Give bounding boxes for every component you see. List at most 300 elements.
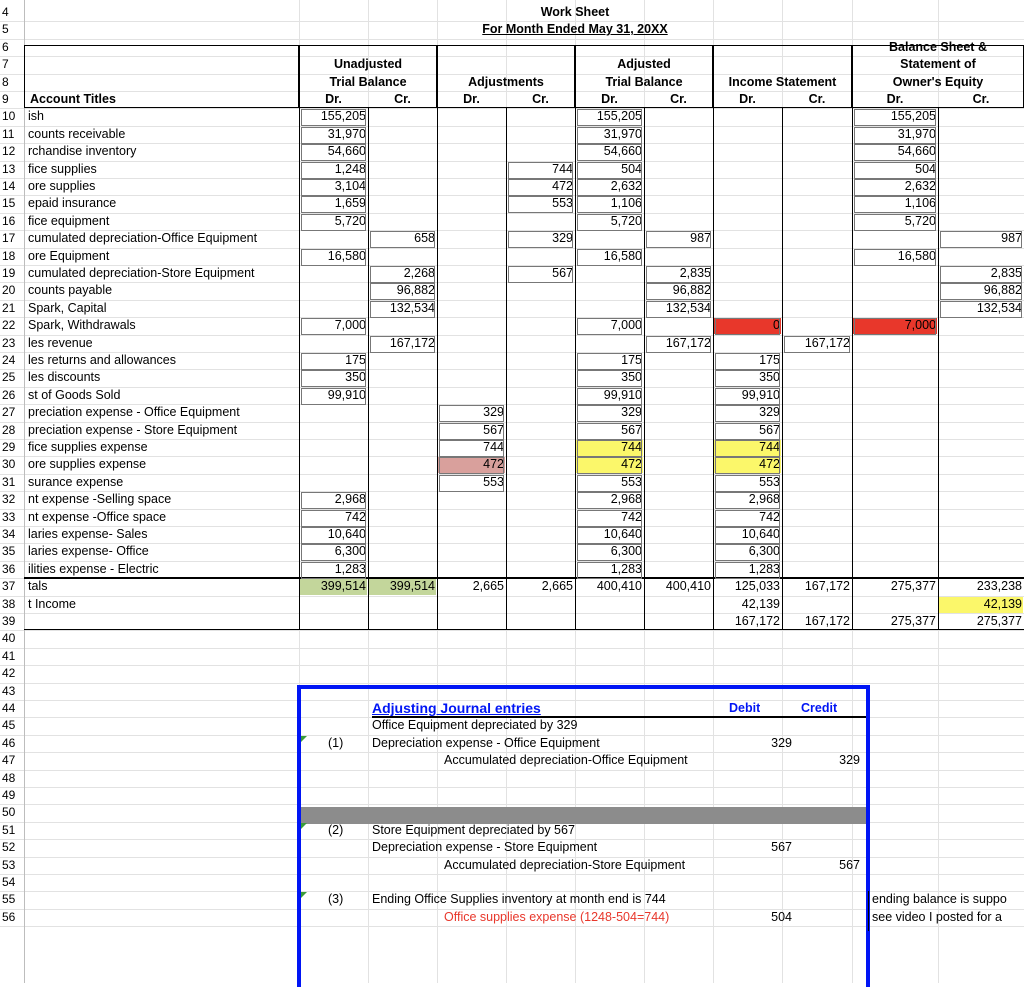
value-cell-border — [370, 266, 435, 283]
journal-entry-text[interactable]: Depreciation expense - Store Equipment — [372, 840, 598, 855]
balance-sheet-header: Balance Sheet & — [889, 39, 987, 54]
value-cell[interactable]: 167,172 — [804, 579, 850, 594]
cr-header: Cr. — [670, 92, 687, 106]
account-title-cell[interactable]: nt expense -Selling space — [28, 492, 172, 507]
account-title-cell[interactable]: cumulated depreciation-Office Equipment — [28, 231, 258, 246]
value-cell-border — [854, 249, 936, 266]
account-title-cell[interactable]: les returns and allowances — [28, 353, 176, 367]
row-number[interactable]: 35 — [2, 544, 16, 559]
row-number[interactable]: 18 — [2, 248, 16, 263]
value-cell[interactable]: 175 — [621, 353, 642, 367]
row-number[interactable]: 26 — [2, 387, 16, 402]
row-number[interactable]: 31 — [2, 474, 16, 489]
row-number[interactable]: 19 — [2, 266, 16, 280]
unadjusted-header-2: Trial Balance — [329, 74, 407, 89]
dr-header: Dr. — [325, 92, 342, 106]
value-cell-border — [301, 544, 366, 561]
row-number[interactable]: 13 — [2, 161, 16, 176]
journal-entry-text[interactable]: Store Equipment depreciated by 567 — [372, 822, 575, 837]
value-cell[interactable]: 2,968 — [610, 492, 642, 507]
account-title-cell[interactable]: fice equipment — [28, 213, 110, 228]
value-cell[interactable]: 1,283 — [334, 561, 366, 576]
value-cell[interactable]: 155,205 — [596, 109, 642, 124]
value-cell-border — [854, 127, 936, 144]
value-cell-border — [577, 492, 642, 509]
journal-entry-text[interactable]: Office supplies expense (1248-504=744) — [444, 909, 670, 924]
balance-sheet-header-3: Owner's Equity — [892, 74, 984, 89]
value-cell[interactable]: 742 — [345, 509, 366, 524]
value-cell[interactable]: 7,000 — [610, 318, 642, 333]
value-cell[interactable]: 54,660 — [327, 144, 366, 159]
value-cell[interactable]: 350 — [759, 370, 780, 385]
value-cell[interactable]: 99,910 — [741, 387, 780, 402]
value-cell[interactable]: 2,968 — [334, 492, 366, 507]
sheet-title: Work Sheet — [540, 5, 610, 19]
value-cell[interactable]: 16,580 — [603, 248, 642, 263]
value-cell-border — [439, 457, 504, 474]
journal-entry-text[interactable]: Accumulated depreciation-Office Equipment — [444, 753, 688, 768]
value-cell[interactable]: 744 — [483, 440, 504, 454]
value-cell[interactable]: 2,665 — [541, 579, 573, 594]
value-cell-border — [577, 162, 642, 179]
value-cell-border — [301, 318, 366, 335]
account-title-cell[interactable]: ore supplies — [28, 179, 96, 193]
value-cell-border — [301, 527, 366, 544]
value-cell-border — [646, 336, 711, 353]
value-cell[interactable]: 350 — [621, 370, 642, 385]
journal-note: see video I posted for a — [872, 909, 1002, 924]
row-number[interactable]: 7 — [2, 57, 9, 72]
column-border — [782, 108, 783, 630]
row-number[interactable]: 9 — [2, 92, 9, 106]
value-cell-border — [301, 353, 366, 370]
value-cell[interactable]: 553 — [759, 474, 780, 489]
row-number[interactable]: 42 — [2, 666, 16, 681]
value-cell-border — [577, 249, 642, 266]
value-cell[interactable]: 553 — [552, 196, 573, 211]
value-cell[interactable]: 329 — [759, 405, 780, 420]
adjustments-header: Adjustments — [468, 74, 544, 89]
value-cell[interactable]: 329 — [621, 405, 642, 420]
row-number[interactable]: 55 — [2, 892, 16, 907]
column-border — [437, 108, 438, 630]
value-cell[interactable]: 3,104 — [334, 179, 366, 193]
value-cell[interactable]: 329 — [483, 405, 504, 420]
value-cell[interactable]: 10,640 — [741, 527, 780, 541]
account-title-cell[interactable]: laries expense- Office — [28, 544, 149, 559]
account-title-cell[interactable]: cumulated depreciation-Store Equipment — [28, 266, 255, 280]
value-cell-border — [940, 266, 1022, 283]
value-cell-border — [301, 127, 366, 144]
row-number[interactable]: 17 — [2, 231, 16, 246]
gridline-horizontal — [0, 665, 1024, 666]
value-cell[interactable]: 2,835 — [990, 266, 1022, 280]
value-cell-border — [854, 179, 936, 196]
value-cell[interactable]: 31,970 — [327, 126, 366, 141]
value-cell[interactable]: 233,238 — [976, 579, 1022, 594]
value-cell-border — [577, 405, 642, 422]
gridline-horizontal — [0, 648, 1024, 649]
row-number[interactable]: 5 — [2, 22, 9, 37]
adjusted-header: Adjusted — [617, 57, 671, 72]
row-number[interactable]: 53 — [2, 857, 16, 872]
column-border — [368, 108, 369, 630]
value-cell[interactable]: 1,283 — [610, 561, 642, 576]
value-cell[interactable]: 132,534 — [976, 300, 1022, 315]
row-number[interactable]: 34 — [2, 527, 16, 541]
row-number[interactable]: 44 — [2, 701, 16, 715]
value-cell-border — [577, 214, 642, 231]
value-cell-border — [854, 318, 936, 335]
row-number[interactable]: 38 — [2, 596, 16, 611]
row-number[interactable]: 30 — [2, 457, 16, 472]
column-border — [938, 108, 939, 630]
row-number[interactable]: 37 — [2, 579, 16, 594]
row-number[interactable]: 50 — [2, 805, 16, 820]
value-cell-border — [370, 336, 435, 353]
value-cell-border — [439, 475, 504, 492]
value-cell[interactable]: 472 — [552, 179, 573, 193]
account-title-cell[interactable]: counts receivable — [28, 126, 126, 141]
row-number[interactable]: 43 — [2, 683, 16, 698]
value-cell-border — [784, 336, 850, 353]
journal-entry-text[interactable]: Office Equipment depreciated by 329 — [372, 718, 578, 733]
value-cell-border — [715, 388, 780, 405]
row-number[interactable]: 4 — [2, 5, 9, 19]
value-cell-border — [439, 405, 504, 422]
value-cell[interactable]: 132,534 — [665, 300, 711, 315]
value-cell-border — [854, 109, 936, 126]
row-number[interactable]: 22 — [2, 318, 16, 333]
journal-debit-cell[interactable]: 329 — [771, 735, 792, 750]
row-number[interactable]: 47 — [2, 753, 16, 768]
value-cell-border — [715, 492, 780, 509]
journal-entry-text[interactable]: Accumulated depreciation-Store Equipment — [444, 857, 686, 872]
value-cell[interactable]: 504 — [621, 161, 642, 176]
value-cell[interactable]: 2,968 — [748, 492, 780, 507]
row-number[interactable]: 46 — [2, 735, 16, 750]
account-title-cell[interactable]: nt expense -Office space — [28, 509, 167, 524]
value-cell-border — [715, 562, 780, 579]
account-title-cell[interactable]: ilities expense - Electric — [28, 561, 159, 576]
value-cell-border — [940, 301, 1022, 318]
value-cell[interactable]: 567 — [621, 422, 642, 437]
value-cell[interactable]: 553 — [483, 474, 504, 489]
value-cell[interactable]: 744 — [759, 440, 780, 454]
value-cell-border — [508, 179, 573, 196]
dr-header: Dr. — [463, 92, 480, 106]
value-cell[interactable]: 132,534 — [389, 300, 435, 315]
account-title-cell[interactable]: preciation expense - Store Equipment — [28, 422, 238, 437]
journal-credit-cell[interactable]: 329 — [839, 753, 860, 768]
account-title-cell[interactable]: ore supplies expense — [28, 457, 147, 472]
dr-header: Dr. — [886, 92, 904, 106]
row-number[interactable]: 20 — [2, 283, 16, 298]
value-cell-border — [715, 527, 780, 544]
value-cell[interactable]: 10,640 — [603, 527, 642, 541]
value-cell[interactable]: 350 — [345, 370, 366, 385]
value-cell[interactable]: 167,172 — [804, 335, 850, 350]
value-cell-border — [577, 544, 642, 561]
value-cell[interactable]: 472 — [759, 457, 780, 472]
row-number[interactable]: 41 — [2, 648, 16, 663]
cr-header: Cr. — [808, 92, 826, 106]
value-cell[interactable]: 1,248 — [334, 161, 366, 176]
value-cell[interactable]: 744 — [621, 440, 642, 454]
comment-marker-icon — [301, 892, 307, 898]
account-title-cell[interactable]: preciation expense - Office Equipment — [28, 405, 240, 420]
account-title-cell[interactable]: t Income — [28, 596, 76, 611]
dr-header: Dr. — [739, 92, 756, 106]
value-cell-border — [715, 457, 780, 474]
value-cell[interactable]: 6,300 — [610, 544, 642, 559]
column-border — [644, 108, 645, 630]
value-cell[interactable]: 5,720 — [610, 213, 642, 228]
value-cell[interactable]: 167,172 — [389, 335, 435, 350]
value-cell[interactable]: 155,205 — [320, 109, 366, 124]
account-title-cell[interactable]: st of Goods Sold — [28, 387, 121, 402]
value-cell[interactable]: 175 — [759, 353, 780, 367]
value-cell[interactable]: 0 — [773, 318, 780, 333]
value-cell[interactable]: 42,139 — [741, 596, 780, 611]
journal-credit-cell[interactable]: 567 — [839, 857, 860, 872]
value-cell-border — [301, 249, 366, 266]
value-cell-border — [508, 266, 573, 283]
account-title-cell[interactable]: laries expense- Sales — [28, 527, 148, 541]
value-cell[interactable]: 2,632 — [610, 179, 642, 193]
row-number[interactable]: 27 — [2, 405, 16, 420]
value-cell[interactable]: 2,665 — [472, 579, 504, 594]
value-cell[interactable]: 31,970 — [603, 126, 642, 141]
row-number[interactable]: 11 — [2, 126, 15, 141]
row-number[interactable]: 14 — [2, 179, 16, 193]
value-cell[interactable]: 400,410 — [665, 579, 711, 594]
row-number[interactable]: 10 — [2, 109, 16, 124]
value-cell[interactable]: 6,300 — [748, 544, 780, 559]
debit-header: Debit — [729, 701, 761, 715]
value-cell[interactable]: 5,720 — [904, 213, 936, 228]
value-cell-border — [715, 475, 780, 492]
account-title-cell[interactable]: epaid insurance — [28, 196, 117, 211]
value-cell-border — [577, 318, 642, 335]
value-cell-border — [715, 318, 780, 335]
row-number[interactable]: 54 — [2, 875, 16, 889]
value-cell[interactable]: 96,882 — [672, 283, 711, 298]
row-number[interactable]: 15 — [2, 196, 16, 211]
value-cell-border — [577, 179, 642, 196]
value-cell[interactable]: 99,910 — [603, 387, 642, 402]
value-cell[interactable]: 567 — [759, 422, 780, 437]
value-cell[interactable]: 175 — [345, 353, 366, 367]
value-cell-border — [301, 510, 366, 527]
row-number[interactable]: 36 — [2, 561, 16, 576]
income-statement-header: Income Statement — [728, 74, 837, 89]
row-number[interactable]: 45 — [2, 718, 16, 733]
journal-entry-text[interactable]: Depreciation expense - Office Equipment — [372, 735, 600, 750]
row-number[interactable]: 12 — [2, 144, 16, 159]
value-cell[interactable]: 2,632 — [904, 179, 936, 193]
account-title-cell[interactable]: fice supplies — [28, 161, 97, 176]
row-number[interactable]: 6 — [2, 39, 9, 54]
row-number[interactable]: 21 — [2, 300, 16, 315]
value-cell-border — [301, 370, 366, 387]
value-cell-border — [301, 144, 366, 161]
value-cell[interactable]: 275,377 — [890, 614, 936, 628]
sheet-subtitle: For Month Ended May 31, 20XX — [482, 22, 668, 37]
row-number[interactable]: 24 — [2, 353, 16, 367]
value-cell-border — [646, 283, 711, 300]
row-number[interactable]: 29 — [2, 440, 16, 454]
value-cell[interactable]: 567 — [483, 422, 504, 437]
value-cell[interactable]: 5,720 — [334, 213, 366, 228]
row-number[interactable]: 16 — [2, 213, 16, 228]
value-cell[interactable]: 275,377 — [976, 614, 1022, 628]
account-title-cell[interactable]: rchandise inventory — [28, 144, 137, 159]
value-cell[interactable]: 744 — [552, 161, 573, 176]
row-number[interactable]: 40 — [2, 631, 16, 646]
value-cell[interactable]: 504 — [915, 161, 936, 176]
account-title-cell[interactable]: ish — [28, 109, 44, 124]
value-cell[interactable]: 742 — [621, 509, 642, 524]
row-number[interactable]: 39 — [2, 614, 16, 628]
adjusted-header-2: Trial Balance — [605, 74, 683, 89]
value-cell[interactable]: 10,640 — [327, 527, 366, 541]
value-cell[interactable]: 472 — [621, 457, 642, 472]
value-cell[interactable]: 1,659 — [334, 196, 366, 211]
value-cell[interactable]: 987 — [690, 231, 711, 246]
account-title-cell[interactable]: les revenue — [28, 335, 93, 350]
value-cell[interactable]: 167,172 — [734, 614, 780, 628]
value-cell[interactable]: 987 — [1001, 231, 1022, 246]
value-cell[interactable]: 2,268 — [403, 266, 435, 280]
value-cell[interactable]: 1,106 — [610, 196, 642, 211]
dr-header: Dr. — [601, 92, 618, 106]
comment-marker-icon — [301, 736, 307, 742]
value-cell-border — [301, 179, 366, 196]
value-cell[interactable]: 399,514 — [389, 579, 435, 594]
value-cell-border — [715, 353, 780, 370]
cr-header: Cr. — [394, 92, 411, 106]
row-number[interactable]: 28 — [2, 422, 16, 437]
value-cell[interactable]: 96,882 — [396, 283, 435, 298]
value-cell[interactable]: 658 — [414, 231, 435, 246]
account-title-cell[interactable]: surance expense — [28, 474, 124, 489]
row-number[interactable]: 33 — [2, 509, 16, 524]
value-cell-border — [577, 440, 642, 457]
account-title-cell[interactable]: Spark, Capital — [28, 300, 107, 315]
value-cell[interactable]: 31,970 — [897, 126, 936, 141]
value-cell[interactable]: 1,283 — [748, 561, 780, 576]
journal-entry-text[interactable]: Ending Office Supplies inventory at month end is 744 — [372, 892, 666, 907]
value-cell[interactable]: 329 — [552, 231, 573, 246]
value-cell-border — [508, 231, 573, 248]
account-title-cell[interactable]: counts payable — [28, 283, 113, 298]
row-number[interactable]: 25 — [2, 370, 16, 385]
value-cell-border — [439, 440, 504, 457]
value-cell[interactable]: 96,882 — [983, 283, 1022, 298]
value-cell-border — [715, 440, 780, 457]
value-cell-border — [577, 475, 642, 492]
value-cell-border — [301, 196, 366, 213]
row-number[interactable]: 51 — [2, 822, 16, 837]
value-cell-border — [370, 231, 435, 248]
value-cell[interactable]: 16,580 — [897, 248, 936, 263]
row-number[interactable]: 49 — [2, 788, 16, 802]
value-cell-border — [940, 283, 1022, 300]
row-number[interactable]: 23 — [2, 335, 16, 350]
value-cell[interactable]: 399,514 — [320, 579, 366, 594]
value-cell[interactable]: 54,660 — [897, 144, 936, 159]
value-cell-border — [301, 562, 366, 579]
unadjusted-header: Unadjusted — [333, 57, 403, 72]
account-title-cell[interactable]: ore Equipment — [28, 248, 110, 263]
value-cell[interactable]: 42,139 — [983, 596, 1022, 611]
value-cell-border — [715, 423, 780, 440]
value-cell[interactable]: 7,000 — [904, 318, 936, 333]
credit-header: Credit — [801, 701, 838, 715]
value-cell[interactable]: 567 — [552, 266, 573, 280]
value-cell-border — [577, 423, 642, 440]
row-number[interactable]: 52 — [2, 840, 16, 855]
value-cell-border — [646, 266, 711, 283]
value-cell-border — [370, 301, 435, 318]
row-number[interactable]: 56 — [2, 909, 16, 924]
value-cell-border — [854, 144, 936, 161]
account-title-cell[interactable]: les discounts — [28, 370, 101, 385]
value-cell-border — [508, 196, 573, 213]
value-cell-border — [301, 492, 366, 509]
value-cell[interactable]: 2,835 — [679, 266, 711, 280]
comment-marker-icon — [301, 823, 307, 829]
value-cell[interactable]: 167,172 — [804, 614, 850, 628]
note-border — [868, 891, 869, 931]
value-cell[interactable]: 155,205 — [890, 109, 936, 124]
value-cell-border — [577, 510, 642, 527]
value-cell-border — [577, 353, 642, 370]
value-cell[interactable]: 553 — [621, 474, 642, 489]
row-number[interactable]: 32 — [2, 492, 16, 507]
value-cell[interactable]: 16,580 — [327, 248, 366, 263]
value-cell[interactable]: 7,000 — [334, 318, 366, 333]
value-cell[interactable]: 125,033 — [734, 579, 780, 594]
value-cell-border — [577, 562, 642, 579]
value-cell-border — [646, 301, 711, 318]
value-cell-border — [854, 162, 936, 179]
value-cell[interactable]: 742 — [759, 509, 780, 524]
value-cell-border — [715, 405, 780, 422]
value-cell[interactable]: 6,300 — [334, 544, 366, 559]
value-cell-border — [301, 214, 366, 231]
journal-debit-cell[interactable]: 567 — [771, 840, 792, 855]
value-cell[interactable]: 99,910 — [327, 387, 366, 402]
account-title-cell[interactable]: tals — [28, 579, 48, 594]
row-number[interactable]: 8 — [2, 74, 9, 89]
row-number[interactable]: 48 — [2, 770, 16, 785]
value-cell[interactable]: 472 — [483, 457, 504, 472]
value-cell[interactable]: 54,660 — [603, 144, 642, 159]
value-cell-border — [854, 214, 936, 231]
value-cell[interactable]: 167,172 — [665, 335, 711, 350]
value-cell[interactable]: 400,410 — [596, 579, 642, 594]
value-cell-border — [370, 283, 435, 300]
account-title-cell[interactable]: fice supplies expense — [28, 440, 148, 454]
value-cell-border — [577, 388, 642, 405]
value-cell-border — [577, 527, 642, 544]
account-title-cell[interactable]: Spark, Withdrawals — [28, 318, 136, 333]
journal-debit-cell[interactable]: 504 — [771, 909, 792, 924]
value-cell[interactable]: 1,106 — [904, 196, 936, 211]
value-cell[interactable]: 275,377 — [890, 579, 936, 594]
